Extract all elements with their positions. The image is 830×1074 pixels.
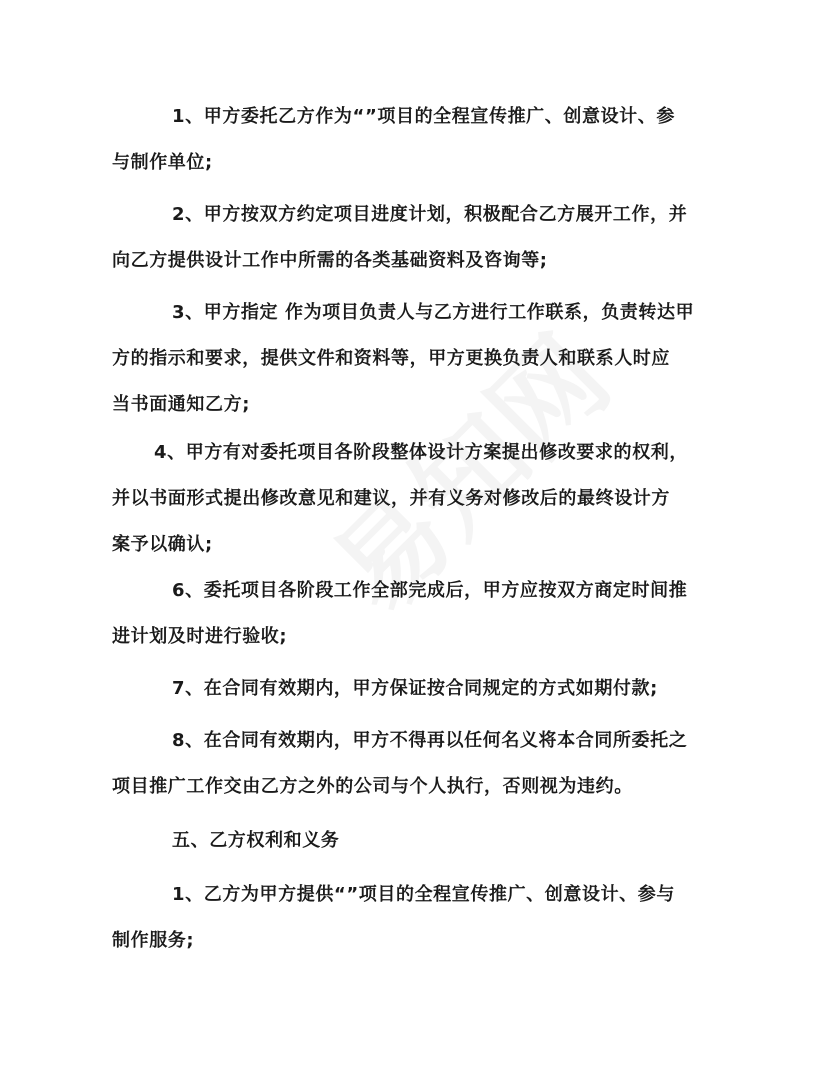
paragraph-line: 并以书面形式提出修改意见和建议，并有义务对修改后的最终设计方 xyxy=(112,488,670,509)
paragraph-7 xyxy=(112,666,722,712)
paragraph-line: 案予以确认; xyxy=(112,534,213,555)
section-heading xyxy=(112,818,722,864)
paragraph-line: 4、甲方有对委托项目各阶段整体设计方案提出修改要求的权利， xyxy=(154,442,688,463)
paragraph-6 xyxy=(112,568,722,660)
paragraph-line: 3、甲方指定 作为项目负责人与乙方进行工作联系，负责转达甲 xyxy=(172,302,695,323)
paragraph-line: 6、委托项目各阶段工作全部完成后，甲方应按双方商定时间推 xyxy=(172,580,688,601)
paragraph-line: 方的指示和要求，提供文件和资料等，甲方更换负责人和联系人时应 xyxy=(112,348,670,369)
paragraph-line: 8、在合同有效期内，甲方不得再以任何名义将本合同所委托之 xyxy=(172,730,688,751)
paragraph-line: 制作服务; xyxy=(112,930,195,951)
paragraph-3 xyxy=(112,290,722,428)
paragraph-line: 项目推广工作交由乙方之外的公司与个人执行，否则视为违约。 xyxy=(112,776,633,797)
paragraph-line: 1、甲方委托乙方作为“”项目的全程宣传推广、创意设计、参 xyxy=(172,106,675,127)
paragraph-b1 xyxy=(112,872,722,964)
paragraph-line: 进计划及时进行验收; xyxy=(112,626,288,647)
paragraph-1 xyxy=(112,94,722,186)
paragraph-2 xyxy=(112,192,722,284)
paragraph-line: 1、乙方为甲方提供“”项目的全程宣传推广、创意设计、参与 xyxy=(172,884,675,905)
paragraph-line: 五、乙方权利和义务 xyxy=(172,830,340,851)
paragraph-8 xyxy=(112,718,722,810)
paragraph-line: 2、甲方按双方约定项目进度计划，积极配合乙方展开工作，并 xyxy=(172,204,688,225)
paragraph-line: 当书面通知乙方; xyxy=(112,394,250,415)
paragraph-line: 向乙方提供设计工作中所需的各类基础资料及咨询等; xyxy=(112,250,548,271)
paragraph-4 xyxy=(112,430,722,568)
paragraph-line: 7、在合同有效期内，甲方保证按合同规定的方式如期付款; xyxy=(172,678,658,699)
paragraph-line: 与制作单位; xyxy=(112,152,213,173)
